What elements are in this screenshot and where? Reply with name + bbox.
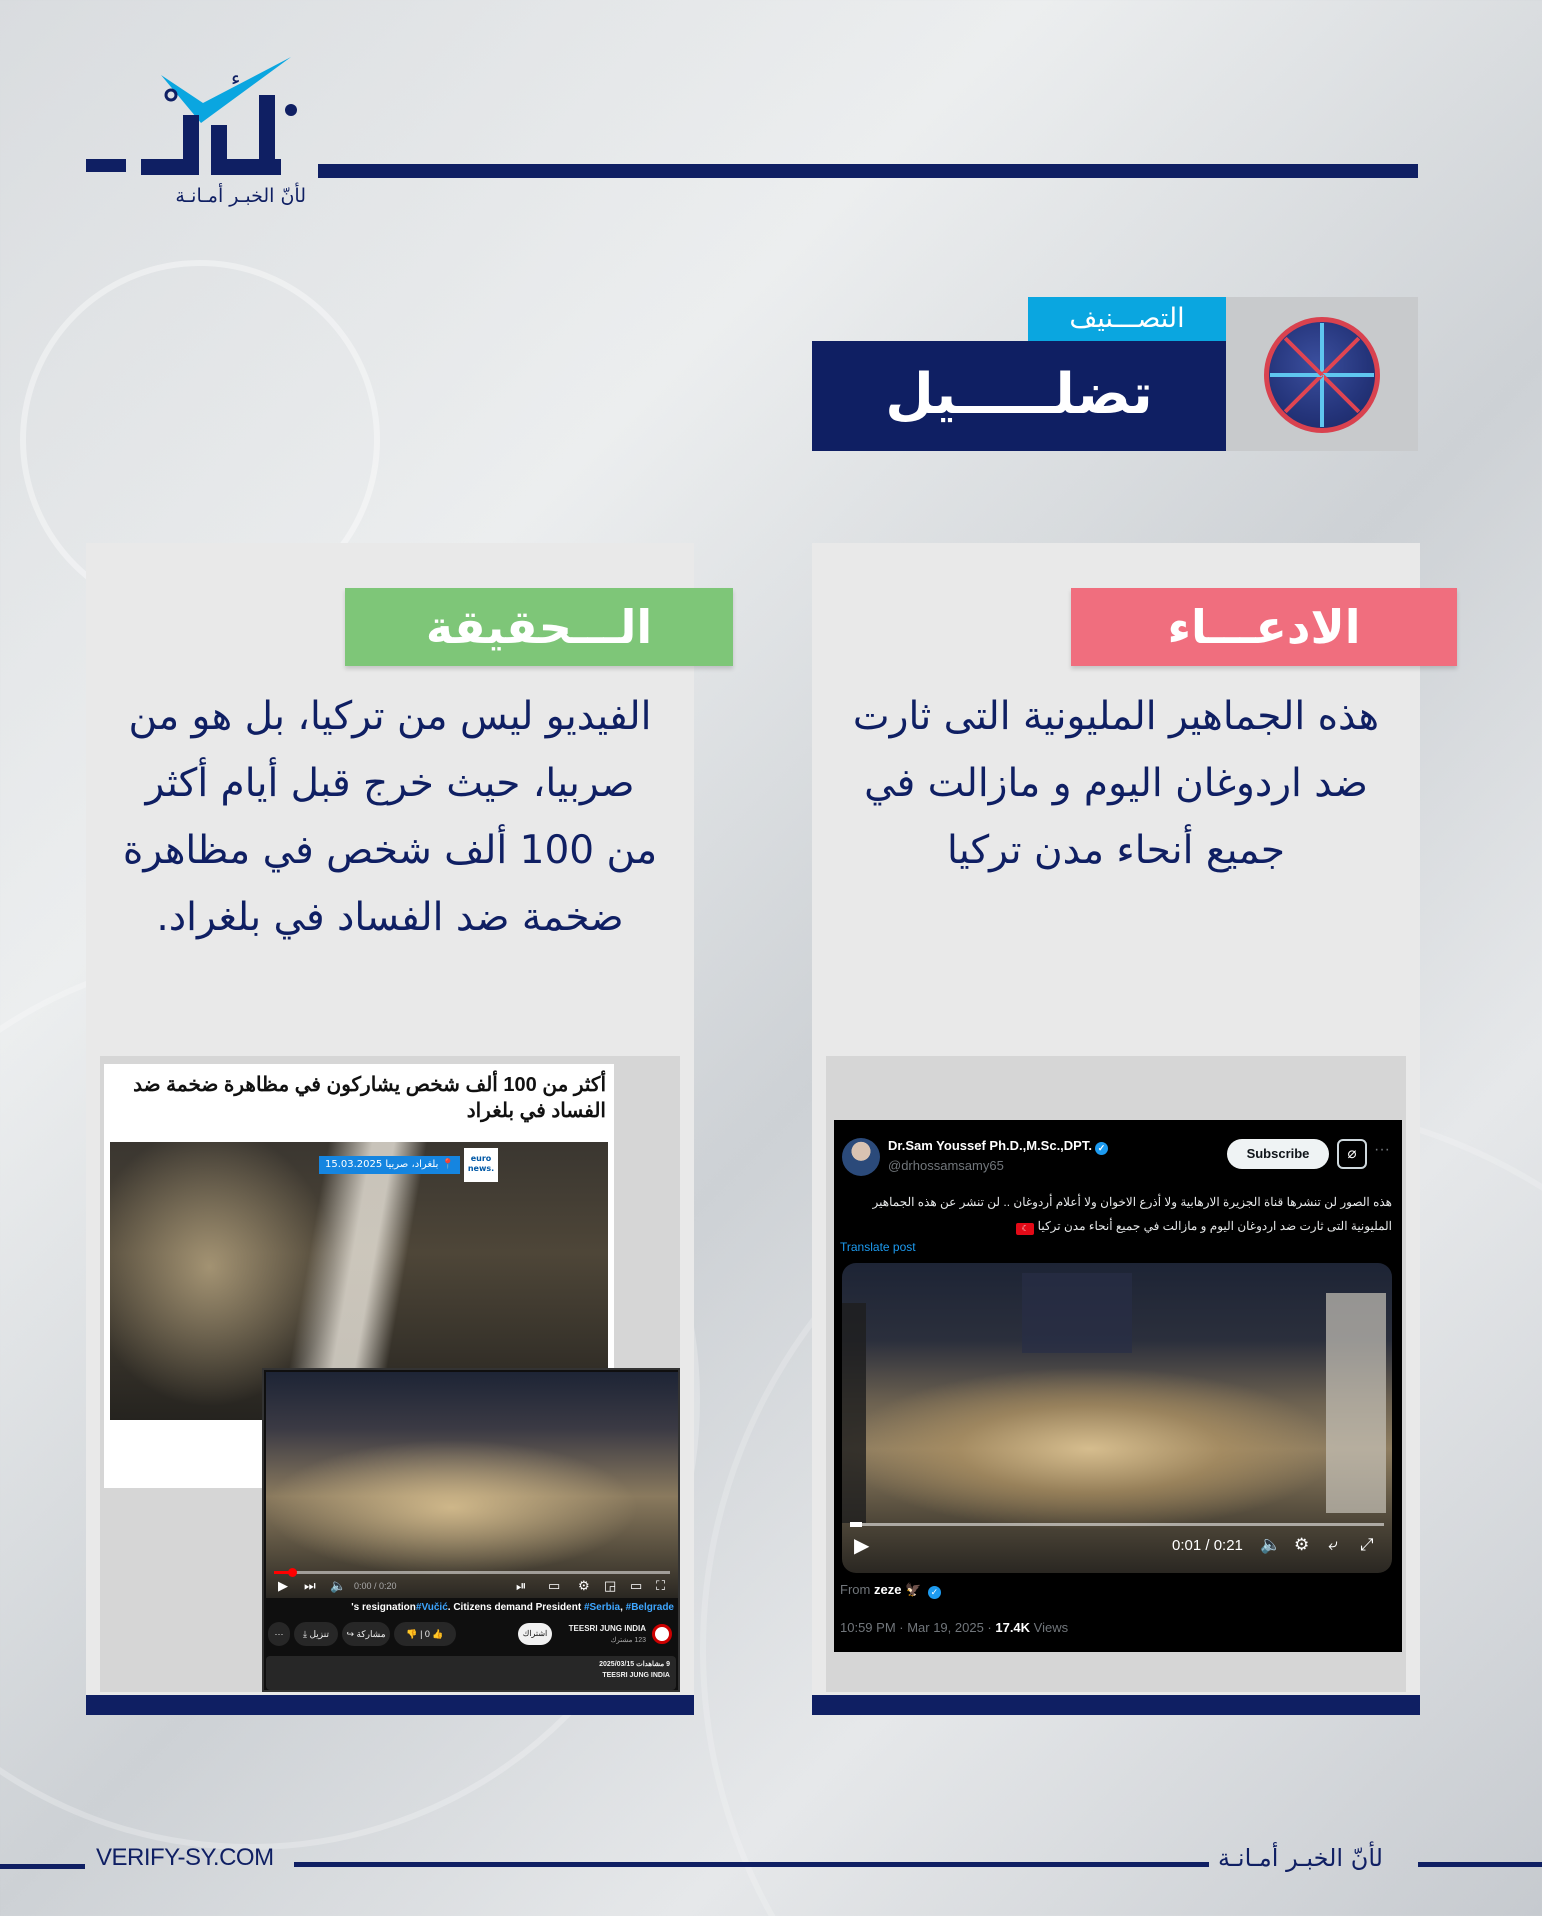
logo-dash bbox=[86, 159, 126, 172]
fullscreen-icon[interactable]: ⛶ bbox=[656, 1578, 666, 1593]
channel-name[interactable]: TEESRI JUNG INDIA bbox=[568, 1624, 646, 1633]
tweet-author-name[interactable]: Dr.Sam Youssef Ph.D.,M.Sc.,DPT. ✓ bbox=[888, 1138, 1108, 1155]
next-icon[interactable]: ⏭ bbox=[304, 1578, 316, 1593]
claim-tag: الادعـــاء bbox=[1071, 588, 1457, 666]
settings-icon[interactable]: ⚙ bbox=[578, 1578, 590, 1593]
avatar[interactable] bbox=[652, 1624, 672, 1644]
youtube-video[interactable] bbox=[266, 1372, 678, 1598]
like-dislike-button[interactable]: 👎 | 0 👍 bbox=[394, 1622, 456, 1646]
verified-badge-icon: ✓ bbox=[1095, 1142, 1108, 1155]
brand-logo bbox=[86, 55, 306, 215]
tweet-body: هذه الصور لن تنشرها قناة الجزيرة الارهابية ولا أذرع الاخوان ولا أعلام أردوغان .. لن تنشر عن هذه الجماهير المليونية التى ثارت ضد اردوغان اليوم و مازالت في جميع أنحاء مدن تركيا ☾ bbox=[872, 1195, 1392, 1233]
subscriber-count: 123 مشترك bbox=[610, 1637, 646, 1644]
tweet-author-handle[interactable]: @drhossamsamy65 bbox=[888, 1158, 1004, 1173]
news-headline: أكثر من 100 ألف شخص يشاركون في مظاهرة ضخمة ضد الفساد في بلغراد bbox=[133, 1074, 606, 1122]
checkmark-logo-icon bbox=[141, 55, 311, 185]
share-button[interactable]: ↪ مشاركة bbox=[342, 1622, 390, 1646]
fullscreen-icon[interactable]: ⤢ bbox=[1360, 1535, 1374, 1554]
website-link[interactable]: VERIFY-SY.COM bbox=[96, 1844, 274, 1871]
turkey-flag-icon: ☾ bbox=[1016, 1223, 1034, 1235]
video-progress-bar[interactable] bbox=[850, 1523, 1384, 1526]
autoplay-toggle[interactable]: ⏯ bbox=[516, 1578, 527, 1593]
location-pin-icon: 📍 bbox=[441, 1159, 454, 1170]
news-location-date: 📍 بلغراد، صربيا 15.03.2025 bbox=[319, 1156, 460, 1174]
panel-bottom-bar bbox=[86, 1695, 694, 1715]
seal-background bbox=[1226, 297, 1418, 451]
footer-tagline: لأنّ الخبـر أمـانـة bbox=[1218, 1844, 1383, 1872]
video-source: From zeze 🦅 ✓ bbox=[840, 1582, 941, 1599]
footer-divider bbox=[294, 1862, 1209, 1867]
avatar[interactable] bbox=[842, 1138, 880, 1176]
svg-text:ء: ء bbox=[231, 66, 241, 90]
tweet-meta: 10:59 PM · Mar 19, 2025 · 17.4K Views bbox=[840, 1620, 1069, 1635]
volume-icon[interactable]: 🔈 bbox=[330, 1578, 347, 1593]
truth-panel bbox=[86, 543, 694, 1715]
claim-panel bbox=[812, 543, 1420, 1715]
video-description[interactable]: 9 مشاهدات 2025/03/15 TEESRI JUNG INDIA bbox=[266, 1656, 676, 1690]
truth-text: الفيديو ليس من تركيا، بل هو من صربيا، حيث خرج قبل أيام أكثر من 100 ألف شخص في مظاهرة ضخمة ضد الفساد في بلغراد. bbox=[122, 694, 658, 940]
youtube-video-card bbox=[262, 1368, 680, 1692]
miniplayer-icon[interactable]: ◲ bbox=[604, 1578, 617, 1593]
play-icon[interactable]: ▶ bbox=[278, 1578, 288, 1593]
truth-tag: الـــحقيقة bbox=[345, 588, 733, 666]
video-time: 0:00 / 0:20 bbox=[354, 1581, 397, 1591]
translate-post-link[interactable]: Translate post bbox=[840, 1240, 916, 1254]
classification-label: التصـــنيف bbox=[1028, 297, 1226, 341]
picture-in-picture-icon[interactable]: ⤶ bbox=[1328, 1535, 1338, 1554]
play-icon[interactable]: ▶ bbox=[854, 1535, 870, 1557]
source-user-link[interactable]: zeze 🦅 bbox=[873, 1582, 922, 1597]
claim-evidence-screenshot bbox=[826, 1056, 1406, 1692]
more-options-icon[interactable]: ··· bbox=[1374, 1141, 1390, 1158]
video-progress-bar[interactable] bbox=[274, 1571, 670, 1574]
theater-mode-icon[interactable]: ▭ bbox=[630, 1578, 643, 1593]
verified-badge-icon: ✓ bbox=[928, 1586, 941, 1599]
misleading-seal-icon bbox=[1264, 317, 1380, 433]
panel-bottom-bar bbox=[812, 1695, 1420, 1715]
footer-divider bbox=[1418, 1862, 1542, 1867]
settings-icon[interactable]: ⚙ bbox=[1294, 1535, 1310, 1554]
tweet-video[interactable] bbox=[842, 1263, 1392, 1573]
subscribe-button[interactable]: Subscribe bbox=[1227, 1139, 1329, 1169]
claim-text: هذه الجماهير المليونية التى ثارت ضد اردوغان اليوم و مازالت في جميع أنحاء مدن تركيا bbox=[852, 694, 1380, 873]
logo-tagline: لأنّ الخبـر أمـانـة bbox=[175, 185, 306, 207]
volume-icon[interactable]: 🔈 bbox=[1260, 1535, 1282, 1554]
classification-block bbox=[812, 297, 1418, 451]
video-actions-row bbox=[266, 1622, 676, 1650]
footer-divider bbox=[0, 1864, 85, 1869]
header-divider bbox=[318, 164, 1418, 178]
more-options-icon[interactable]: ··· bbox=[268, 1622, 290, 1646]
video-title: 's resignation#Vučić. Citizens demand President #Serbia, #Belgrade bbox=[351, 1602, 674, 1613]
grok-icon[interactable]: ⌀ bbox=[1337, 1139, 1367, 1169]
truth-evidence-screenshot bbox=[100, 1056, 680, 1692]
euronews-logo: euro news. bbox=[464, 1148, 498, 1182]
download-button[interactable]: ⤓ تنزيل bbox=[294, 1622, 338, 1646]
subscribe-button[interactable]: اشتراك bbox=[518, 1623, 552, 1645]
video-time: 0:01 / 0:21 bbox=[1172, 1537, 1243, 1554]
tweet-card bbox=[834, 1120, 1402, 1652]
classification-value: تضلـــــيل bbox=[812, 341, 1226, 451]
subtitles-icon[interactable]: ▭ bbox=[548, 1578, 561, 1593]
